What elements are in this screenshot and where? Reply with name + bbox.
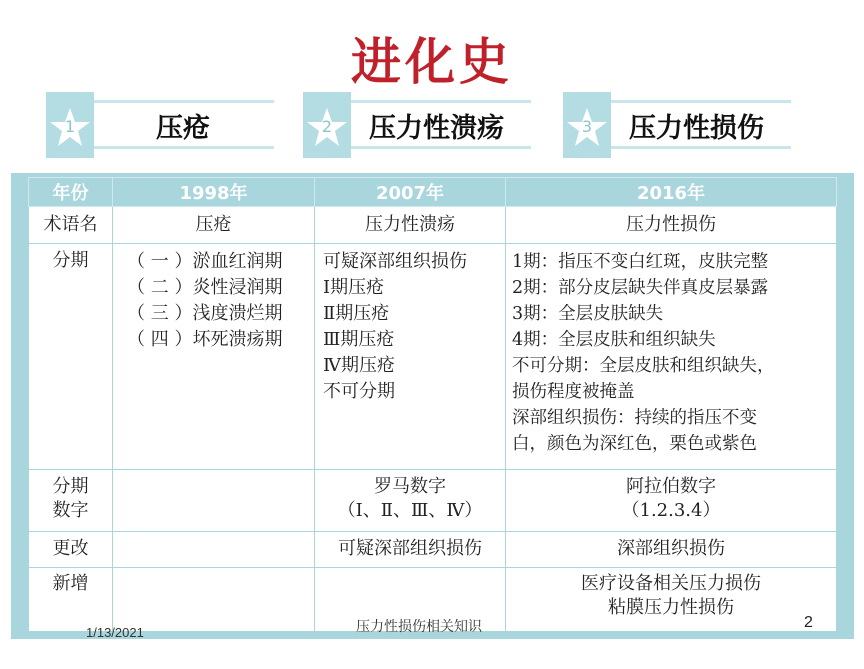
row-term-name bbox=[29, 207, 837, 244]
stage-line: 2期：部分皮层缺失伴真皮层暴露 bbox=[512, 278, 769, 298]
header-1998: 1998年 bbox=[113, 178, 315, 207]
stage-line: 1期：指压不变白红斑，皮肤完整 bbox=[512, 252, 769, 272]
row-label: 术语名 bbox=[29, 207, 113, 244]
badge-rule bbox=[351, 100, 531, 103]
stage-line: （ 一 ）淤血红润期 bbox=[127, 251, 283, 272]
row-label: 新增 bbox=[29, 568, 113, 632]
badge-3 bbox=[563, 92, 791, 162]
cell-1998 bbox=[113, 244, 315, 470]
cell-2007: 可疑深部组织损伤 bbox=[315, 532, 506, 568]
numeral-examples: （Ⅰ、Ⅱ、Ⅲ、Ⅳ） bbox=[337, 500, 483, 521]
cell-1998 bbox=[113, 532, 315, 568]
numeral-type: 阿拉伯数字 bbox=[626, 476, 716, 497]
badge-rule bbox=[94, 100, 274, 103]
badge-2 bbox=[303, 92, 531, 162]
cell-2007: 压力性溃疡 bbox=[315, 207, 506, 244]
stage-line: 3期：全层皮肤缺失 bbox=[512, 304, 664, 324]
stage-line: 损伤程度被掩盖 bbox=[512, 382, 635, 402]
slide-title: 进化史 bbox=[351, 33, 513, 91]
badge-label: 压力性溃疡 bbox=[369, 113, 504, 144]
badge-rule bbox=[351, 146, 531, 149]
stage-line: 不可分期：全层皮肤和组织缺失， bbox=[512, 356, 775, 376]
stage-line: （ 二 ）炎性浸润期 bbox=[127, 277, 283, 298]
row-label-line: 数字 bbox=[52, 500, 89, 521]
numeral-examples: （1.2.3.4） bbox=[621, 500, 721, 521]
stage-line: 白，颜色为深红色，栗色或紫色 bbox=[512, 434, 757, 454]
evolution-table bbox=[28, 177, 837, 632]
header-2016: 2016年 bbox=[506, 178, 837, 207]
badge-number: 3 bbox=[581, 117, 593, 136]
cell-2016 bbox=[506, 568, 837, 632]
cell-2007 bbox=[315, 244, 506, 470]
header-2007: 2007年 bbox=[315, 178, 506, 207]
stage-line: Ⅲ期压疮 bbox=[323, 329, 395, 350]
badge-rule bbox=[94, 146, 274, 149]
stage-line: 可疑深部组织损伤 bbox=[323, 251, 467, 272]
numeral-type: 罗马数字 bbox=[374, 476, 446, 497]
cell-1998: 压疮 bbox=[113, 207, 315, 244]
row-staging bbox=[29, 244, 837, 470]
badge-label: 压力性损伤 bbox=[629, 113, 764, 144]
stage-line: Ⅳ期压疮 bbox=[323, 355, 395, 376]
row-changed bbox=[29, 532, 837, 568]
badge-1 bbox=[46, 92, 274, 162]
stage-line: Ⅰ期压疮 bbox=[323, 277, 385, 298]
header-year: 年份 bbox=[29, 178, 113, 207]
row-label-line: 分期 bbox=[52, 476, 89, 497]
cell-2016: 深部组织损伤 bbox=[506, 532, 837, 568]
row-stage-numerals bbox=[29, 470, 837, 532]
table-header-row bbox=[29, 178, 837, 207]
cell-2016 bbox=[506, 244, 837, 470]
cell-2016 bbox=[506, 470, 837, 532]
badge-rule bbox=[611, 146, 791, 149]
cell-2007 bbox=[315, 470, 506, 532]
badge-rule bbox=[611, 100, 791, 103]
page-number: 2 bbox=[804, 614, 813, 631]
row-label bbox=[29, 470, 113, 532]
row-label: 分期 bbox=[29, 244, 113, 470]
cell-2016: 压力性损伤 bbox=[506, 207, 837, 244]
stage-line: Ⅱ期压疮 bbox=[323, 303, 390, 324]
cell-1998 bbox=[113, 568, 315, 632]
badge-label: 压疮 bbox=[156, 113, 210, 144]
stage-line: 不可分期 bbox=[323, 381, 395, 402]
badge-number: 1 bbox=[64, 117, 76, 136]
stage-line: 4期：全层皮肤和组织缺失 bbox=[512, 330, 716, 350]
footer-date: 1/13/2021 bbox=[86, 625, 144, 640]
added-item: 粘膜压力性损伤 bbox=[608, 597, 734, 618]
badge-number: 2 bbox=[321, 117, 333, 136]
row-label: 更改 bbox=[29, 532, 113, 568]
stage-line: 深部组织损伤：持续的指压不变 bbox=[512, 408, 757, 428]
stage-line: （ 四 ）坏死溃疡期 bbox=[127, 329, 283, 350]
stage-line: （ 三 ）浅度溃烂期 bbox=[127, 303, 283, 324]
added-item: 医疗设备相关压力损伤 bbox=[581, 573, 761, 594]
footer-caption: 压力性损伤相关知识 bbox=[356, 619, 482, 635]
cell-1998 bbox=[113, 470, 315, 532]
